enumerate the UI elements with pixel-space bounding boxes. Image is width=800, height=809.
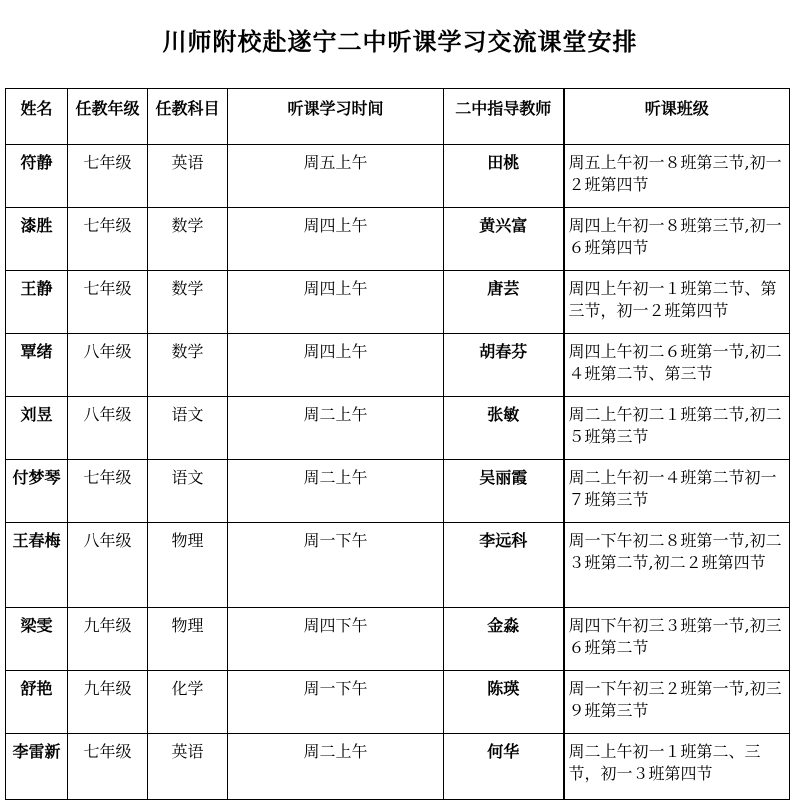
- grade-cell: 七年级: [68, 145, 148, 208]
- grade-cell: 七年级: [68, 208, 148, 271]
- teacher-name: 梁雯: [6, 608, 68, 671]
- table-row: [6, 460, 790, 523]
- header-time: 听课学习时间: [228, 89, 444, 145]
- table-row: [6, 523, 790, 608]
- classes-cell: 周四下午初三３班第一节,初三６班第二节: [564, 608, 790, 671]
- classes-cell: 周四上午初一８班第三节,初一６班第四节: [564, 208, 790, 271]
- time-cell: 周二上午: [228, 397, 444, 460]
- subject-cell: 英语: [148, 145, 228, 208]
- classes-cell: 周二上午初一１班第二、三节，初一３班第四节: [564, 734, 790, 800]
- guide-teacher-cell: 金淼: [444, 608, 564, 671]
- teacher-name: 舒艳: [6, 671, 68, 734]
- classes-cell: 周二上午初二１班第二节,初二５班第三节: [564, 397, 790, 460]
- grade-cell: 七年级: [68, 734, 148, 800]
- guide-teacher-cell: 胡春芬: [444, 334, 564, 397]
- teacher-name: 刘昱: [6, 397, 68, 460]
- guide-teacher-cell: 张敏: [444, 397, 564, 460]
- guide-teacher-cell: 何华: [444, 734, 564, 800]
- classes-cell: 周五上午初一８班第三节,初一２班第四节: [564, 145, 790, 208]
- table-row: [6, 397, 790, 460]
- header-subject: 任教科目: [148, 89, 228, 145]
- grade-cell: 八年级: [68, 397, 148, 460]
- header-classes: 听课班级: [564, 89, 790, 145]
- teacher-name: 覃绪: [6, 334, 68, 397]
- subject-cell: 物理: [148, 608, 228, 671]
- classes-cell: 周一下午初三２班第一节,初三９班第三节: [564, 671, 790, 734]
- table-row: [6, 271, 790, 334]
- subject-cell: 语文: [148, 397, 228, 460]
- teacher-name: 付梦琴: [6, 460, 68, 523]
- table-row: [6, 608, 790, 671]
- grade-cell: 七年级: [68, 271, 148, 334]
- classes-cell: 周一下午初二８班第一节,初二３班第二节,初二２班第四节: [564, 523, 790, 608]
- time-cell: 周四下午: [228, 608, 444, 671]
- table-row: [6, 208, 790, 271]
- teacher-name: 漆胜: [6, 208, 68, 271]
- guide-teacher-cell: 唐芸: [444, 271, 564, 334]
- header-name: 姓名: [6, 89, 68, 145]
- subject-cell: 数学: [148, 271, 228, 334]
- table-row: [6, 334, 790, 397]
- time-cell: 周一下午: [228, 671, 444, 734]
- classes-cell: 周四上午初二６班第一节,初二４班第二节、第三节: [564, 334, 790, 397]
- time-cell: 周四上午: [228, 208, 444, 271]
- subject-cell: 数学: [148, 334, 228, 397]
- guide-teacher-cell: 吴丽霞: [444, 460, 564, 523]
- time-cell: 周二上午: [228, 734, 444, 800]
- time-cell: 周一下午: [228, 523, 444, 608]
- guide-teacher-cell: 田桃: [444, 145, 564, 208]
- grade-cell: 七年级: [68, 460, 148, 523]
- classes-cell: 周四上午初一１班第二节、第三节，初一２班第四节: [564, 271, 790, 334]
- teacher-name: 符静: [6, 145, 68, 208]
- classes-cell: 周二上午初一４班第二节初一７班第三节: [564, 460, 790, 523]
- grade-cell: 九年级: [68, 671, 148, 734]
- subject-cell: 化学: [148, 671, 228, 734]
- grade-cell: 八年级: [68, 523, 148, 608]
- teacher-name: 李雷新: [6, 734, 68, 800]
- subject-cell: 数学: [148, 208, 228, 271]
- page-title: 川师附校赴遂宁二中听课学习交流课堂安排: [162, 27, 638, 56]
- table-header-row: [6, 89, 790, 145]
- subject-cell: 英语: [148, 734, 228, 800]
- guide-teacher-cell: 黄兴富: [444, 208, 564, 271]
- grade-cell: 八年级: [68, 334, 148, 397]
- table-row: [6, 734, 790, 800]
- time-cell: 周四上午: [228, 271, 444, 334]
- time-cell: 周五上午: [228, 145, 444, 208]
- time-cell: 周二上午: [228, 460, 444, 523]
- header-guide: 二中指导教师: [444, 89, 564, 145]
- subject-cell: 语文: [148, 460, 228, 523]
- table-row: [6, 145, 790, 208]
- table-row: [6, 671, 790, 734]
- guide-teacher-cell: 陈瑛: [444, 671, 564, 734]
- time-cell: 周四上午: [228, 334, 444, 397]
- grade-cell: 九年级: [68, 608, 148, 671]
- teacher-name: 王静: [6, 271, 68, 334]
- header-grade: 任教年级: [68, 89, 148, 145]
- guide-teacher-cell: 李远科: [444, 523, 564, 608]
- schedule-table: [5, 88, 790, 800]
- teacher-name: 王春梅: [6, 523, 68, 608]
- subject-cell: 物理: [148, 523, 228, 608]
